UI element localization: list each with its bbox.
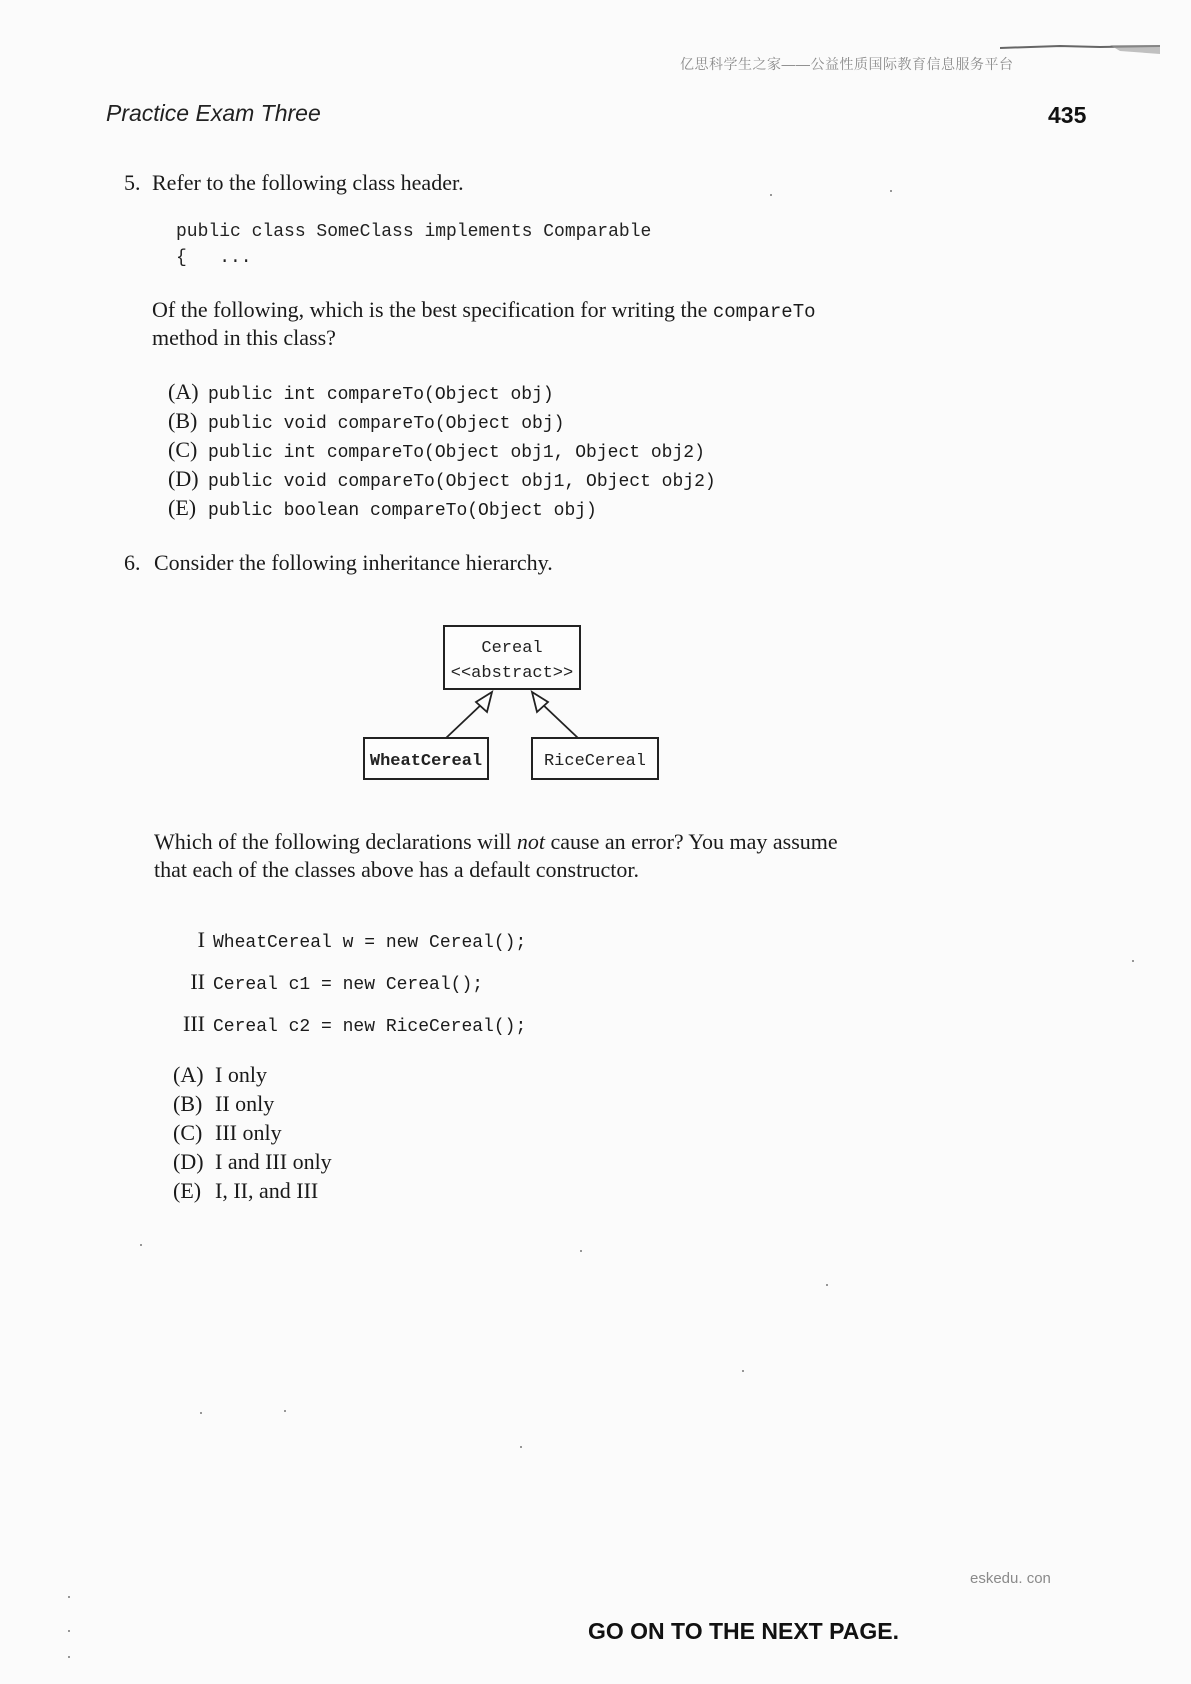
choice-text: III only: [215, 1120, 282, 1145]
scan-speck: [580, 1250, 582, 1252]
scan-speck: [826, 1284, 828, 1286]
watermark-header: 亿思科学生之家——公益性质国际教育信息服务平台: [680, 56, 1014, 72]
scan-speck: [140, 1244, 142, 1246]
q5-choice-e: [158, 472, 597, 521]
scan-speck: [1132, 960, 1134, 962]
choice-letter: (B): [173, 1091, 203, 1116]
stem-text: Of the following, which is the best specification for writing the: [152, 297, 708, 322]
scan-speck: [770, 194, 772, 196]
choice-text: I only: [215, 1062, 267, 1087]
cereal-stereotype: <<abstract>>: [450, 664, 574, 683]
code-line-2: { ...: [176, 248, 252, 268]
choice-letter: (C): [168, 437, 198, 462]
inheritance-line-wheat: [446, 702, 484, 738]
wheatcereal-class-name: WheatCereal: [369, 752, 483, 771]
choice-text: public void compareTo(Object obj): [208, 414, 565, 434]
choice-text: public void compareTo(Object obj1, Object obj2): [208, 472, 716, 492]
scan-speck: [520, 1446, 522, 1448]
q6-choice-e: [162, 1152, 318, 1204]
choice-letter: (D): [168, 466, 199, 491]
statement-i: [160, 906, 526, 953]
page-number: 435: [1048, 102, 1087, 128]
choice-letter: (E): [168, 495, 197, 520]
statement-numeral: II: [190, 969, 205, 994]
scan-speck: [284, 1410, 286, 1412]
question-6-stem-line-1: [154, 828, 838, 856]
choice-letter: (A): [173, 1062, 204, 1087]
choice-text: public boolean compareTo(Object obj): [208, 501, 597, 521]
scan-speck: [200, 1412, 202, 1414]
question-5-prompt: Refer to the following class header.: [152, 170, 464, 195]
statement-code: Cereal c2 = new RiceCereal();: [213, 1017, 527, 1037]
stem-text: Which of the following declarations will: [154, 829, 512, 854]
cereal-class-name: Cereal: [481, 639, 543, 658]
inheritance-diagram: [360, 620, 680, 790]
scan-speck: [890, 190, 892, 192]
choice-text: I, II, and III: [215, 1178, 319, 1203]
scan-speck: [742, 1370, 744, 1372]
choice-letter: (D): [173, 1149, 204, 1174]
running-head: Practice Exam Three: [106, 100, 321, 126]
scan-speck: [68, 1630, 70, 1632]
choice-text: public int compareTo(Object obj1, Object obj2): [208, 443, 705, 463]
question-6-prompt: Consider the following inheritance hierarchy.: [154, 550, 553, 575]
ricecereal-class-name: RiceCereal: [543, 752, 647, 771]
statement-code: WheatCereal w = new Cereal();: [213, 933, 527, 953]
statement-code: Cereal c1 = new Cereal();: [213, 975, 484, 995]
inheritance-arrowhead-rice: [532, 692, 548, 712]
question-5-number: 5.: [124, 170, 141, 195]
watermark-footer: eskedu. con: [970, 1570, 1051, 1587]
statement-iii: [160, 990, 526, 1037]
scan-artifact: [1000, 42, 1160, 60]
next-page-notice: GO ON TO THE NEXT PAGE.: [588, 1618, 899, 1644]
question-6-stem-line-2: that each of the classes above has a default constructor.: [154, 857, 640, 882]
choice-letter: (E): [173, 1178, 202, 1203]
scan-speck: [68, 1656, 70, 1658]
inheritance-line-rice: [540, 702, 578, 738]
question-5-stem-line-1: [152, 296, 816, 326]
statement-numeral: I: [197, 927, 205, 952]
choice-text: public int compareTo(Object obj): [208, 385, 554, 405]
question-6-number: 6.: [124, 550, 141, 575]
stem-text: cause an error? You may assume: [550, 829, 838, 854]
statement-numeral: III: [183, 1011, 205, 1036]
choice-letter: (A): [168, 379, 199, 404]
code-line-1: public class SomeClass implements Comparable: [176, 222, 652, 242]
inheritance-arrowhead-wheat: [476, 692, 492, 712]
choice-text: II only: [215, 1091, 275, 1116]
statement-ii: [160, 948, 483, 995]
choice-letter: (C): [173, 1120, 203, 1145]
choice-text: I and III only: [215, 1149, 332, 1174]
scan-speck: [68, 1596, 70, 1598]
question-5-stem-line-2: method in this class?: [152, 325, 336, 350]
choice-letter: (B): [168, 408, 198, 433]
stem-emphasis: not: [516, 829, 546, 854]
stem-code-word: compareTo: [712, 301, 816, 323]
